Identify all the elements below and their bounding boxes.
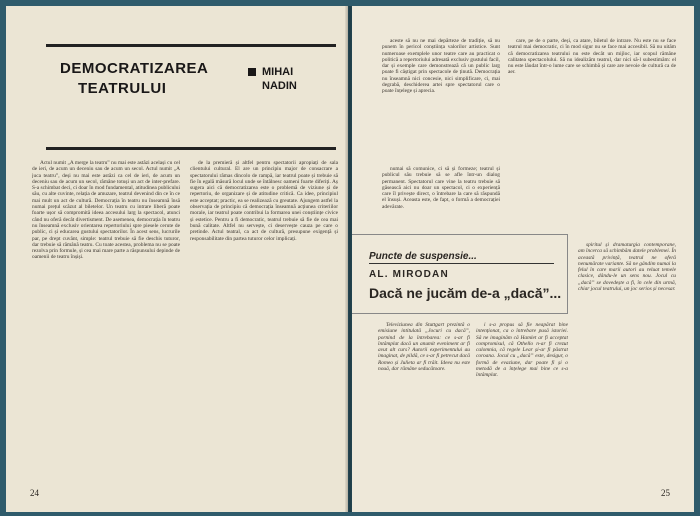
left-column-1 (32, 160, 180, 490)
square-bullet-icon (248, 68, 256, 76)
feature-kicker: Puncte de suspensie... (369, 251, 477, 262)
feature-title: Dacă ne jucăm de-a „dacă”... (369, 285, 562, 301)
left-column-2 (190, 160, 338, 490)
right-col-e-text: i s-a propus să fie neapărat bine intenționat, ca o întrebare pusă istoriei. Să ne imaginăm că Hamlet ar fi acceptat compromisul, că Othello n-ar fi crezut calomnia, că regele Lear și-ar fi păstrat coroana. Jocul cu „dacă” este, desigur, o formă de evaziune, dar poate fi și o metodă de a înțelege mai bine ce s-a întâmplat. (476, 322, 568, 379)
right-col-f-text: spiritul și dramaturgia contemporane, am încerca să schimbăm datele problemei. În această privință, teatrul ne oferă nenumărate variante. Să ne gândim numai la felul în care marii autori au reluat temele clasice, dându-le un sens nou. Jocul cu „dacă” se dovedește a fi, în cele din urmă, chiar jocul teatrului, un joc serios și necesar. (578, 242, 676, 293)
right-column-f (578, 242, 676, 492)
right-column-d (378, 322, 470, 492)
right-col-a-text: aceste să nu ne mai depărteze de tradiție, să nu punem în pericol conștiința valorilor artistice. Sunt numeroase exemplele unor teatre care au practicat o politică a repertoriului adresată exclusiv gustului facil, dar și exemple care demonstrează că un public larg poate fi câștigat prin spectacole de ținută. Democrația nu înseamnă nici concesie, nici simplificare, ci, mai degrabă, deschiderea artei spre spectatorul care o poate înțelege și aprecia. (382, 38, 500, 95)
left-col1-text: Actul numit „A merge la teatru” nu mai este astăzi același cu cel de ieri, de acum un deceniu sau de acum un secol. Actul numit „A juca teatru”, deși nu mai este astăzi ca cel de ieri, de acum un deceniu sau de acum un secol, rămâne totuși un act de inter-prefare. S-a schimbat deci, ci doar în mod fundamental, atitudinea publicului său, cu alte cuvinte, relația de amuzare, teatrul devenind din ce în ce mai mult un act de cultură. Democrația în teatru nu înseamnă însă numai prețul scăzut al biletelor. Un teatru cu intrare liberă poate foarte ușor să compromită ideea accesului larg la spectacol, atunci când nu oferă decât divertisment. De asemenea, democrația în teatru nu înseamnă exclusiv orientarea repertoriului spre piesele cerute de public, ci și educarea gustului spectatorilor. În acest sens, lucrurile par, pe drept cuvânt, simple: teatrul trebuie să fie deschis tuturor, dar trebuie să rămână teatru. Cu toate acestea, problema nu se poate rezolva prin formule, și cea mai mare parte a răspunsului depinde de oamenii de teatru înșiși. (32, 160, 180, 261)
right-column-c (508, 38, 676, 218)
kicker-rule (369, 263, 554, 264)
title-line-2: TEATRULUI (78, 80, 167, 97)
left-col2-text: de la premieră și altfel pentru spectatorii apropiați de sala clientului cultural. El are un principiu major de consacrare a spectatorului rămas dincolo de rampă, iar teatrul poate și trebuie să fie în egală măsură locul unde se întâlnesc oameni foarte diferiți. Aș sugera aici că democratizarea este o problemă de viziune și de repertoriu, de organizare și de atitudine critică. Ca idee, principiul este acceptat; practic, ea se realizează cu greutate. Ajungem astfel la observația de principiu că democrația înseamnă acțiunea criteriilor morale, iar teatrul poate contribui la formarea unei conștiințe civice și estetice. Pentru a fi democratic, teatrul trebuie să fie de cea mai bună calitate. Altfel nu servește, ci deservește cauza pe care o pretinde. Actul teatral, ca act de cultură, presupune exigență și responsabilitate din partea tuturor celor implicați. (190, 160, 338, 242)
title-line-1: DEMOCRATIZAREA (60, 60, 209, 77)
right-column-a (382, 38, 500, 158)
feature-box (352, 234, 568, 314)
article-author (248, 65, 297, 93)
page-number-left: 24 (30, 488, 39, 498)
left-page (6, 6, 348, 512)
article-header (46, 44, 336, 150)
right-col-c-text: care, pe de o parte, deși, ca atare, biletul de intrare. Nu este nu se face teatrul mai democratic, ci în mod sigur nu se face mai accesibil. Să nu uităm că democratizarea teatrului nu este decât un mijloc, iar scopul rămâne calitatea spectacolului. Să nu idealizăm teatrul, dar nici să-l subestimăm: el nu este lăudat într-o lume care se schimbă și care are nevoie de cultură ca de aer. (508, 38, 676, 76)
feature-author: AL. MIRODAN (369, 269, 449, 280)
article-title (60, 59, 208, 99)
page-number-right: 25 (661, 488, 670, 498)
author-line-2: NADIN (262, 80, 297, 92)
right-page (352, 6, 694, 512)
right-column-e (476, 322, 568, 492)
right-column-b (382, 166, 500, 226)
right-col-d-text: Televiziunea din Stuttgart prezintă o emisiune intitulată „Jocuri cu dacă”, pornind de la întrebarea: ce s-ar fi întâmplat dacă un anumit eveniment ar fi avut alt curs? Autorii experimentului au imaginat, de pildă, ce s-ar fi petrecut dacă Romeo și Julieta ar fi trăit. Ideea nu este nouă, dar rămâne seducătoare. (378, 322, 470, 373)
right-col-b-text: numai să comunice, ci să și formeze; teatrul și publicul său trebuie să se afle într-un dialog permanent. Spectatorul care vine la teatru trebuie să găsească aici nu doar un spectacol, ci o experiență care îl privește direct, o întrebare la care să răspundă el însuși. Aceasta este, de fapt, o formă a democrației adevărate. (382, 166, 500, 210)
author-line-1: MIHAI (262, 66, 294, 78)
